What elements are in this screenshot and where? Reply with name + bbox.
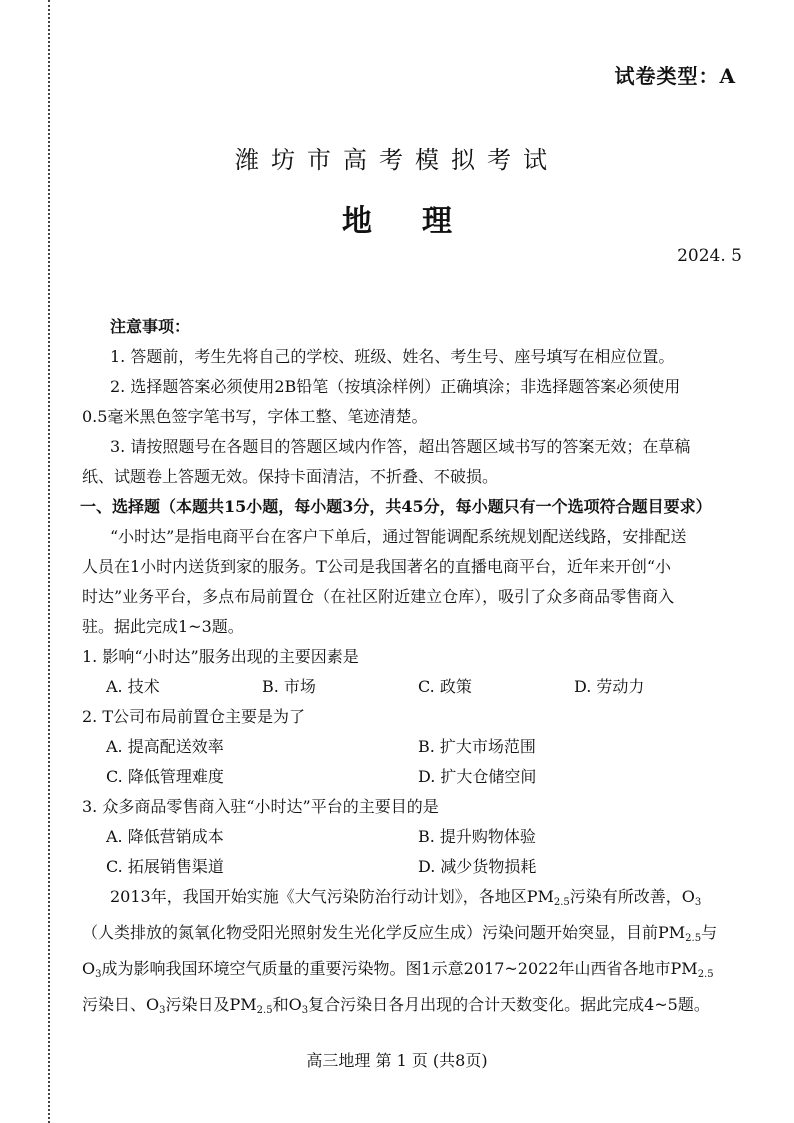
passage-2-text: 与 (701, 923, 718, 942)
question-1-stem: 1. 影响“小时达”服务出现的主要因素是 (82, 647, 359, 666)
subscript-o3: 3 (301, 1005, 309, 1016)
option-c: C. 降低管理难度 (106, 767, 224, 786)
passage-2-text: 和O (272, 995, 302, 1014)
page-footer: 高三地理 第 1 页 (共8页) (306, 1051, 488, 1070)
question-2-stem: 2. T公司布局前置仓主要是为了 (82, 707, 306, 726)
question-3-options-row-1 (82, 822, 772, 852)
question-3-stem: 3. 众多商品零售商入驻“小时达”平台的主要目的是 (82, 797, 439, 816)
notice-item-3-line-2: 纸、试题卷上答题无效。保持卡面清洁，不折叠、不破损。 (82, 467, 499, 486)
question-2-options-row-1 (82, 732, 772, 762)
option-d: D. 减少货物损耗 (418, 857, 537, 876)
passage-2-text: 污染日、O (82, 995, 160, 1014)
option-c: C. 拓展销售渠道 (106, 857, 224, 876)
subscript-o3: 3 (694, 897, 702, 908)
exam-date: 2024. 5 (677, 246, 742, 266)
passage-2-line-3 (82, 954, 772, 990)
passage-2-line-1 (82, 882, 772, 918)
passage-1-line-3: 时达”业务平台，多点布局前置仓（在社区附近建立仓库），吸引了众多商品零售商入 (82, 587, 675, 606)
option-b: B. 市场 (262, 677, 316, 696)
question-2-options-row-2 (82, 762, 772, 792)
question-1-options (82, 672, 772, 702)
passage-2-text: 成为影响我国环境空气质量的重要污染物。图1示意2017~2022年山西省各地市PM (101, 959, 698, 978)
passage-2-text: 污染有所改善，O (569, 887, 695, 906)
passage-2-text: 复合污染日各月出现的合计天数变化。据此完成4~5题。 (308, 995, 710, 1014)
subscript-pm: 2.5 (697, 969, 714, 980)
passage-1-line-1: “小时达”是指电商平台在客户下单后，通过智能调配系统规划配送线路，安排配送 (110, 527, 687, 546)
option-c: C. 政策 (418, 677, 472, 696)
notice-item-2-line-2: 0.5毫米黑色签字笔书写，字体工整、笔迹清楚。 (82, 407, 428, 426)
subscript-pm: 2.5 (553, 897, 570, 908)
option-a: A. 降低营销成本 (106, 827, 224, 846)
passage-2-line-2 (82, 918, 772, 954)
notice-item-1: 1. 答题前，考生先将自己的学校、班级、姓名、考生号、座号填写在相应位置。 (110, 347, 675, 366)
notice-title: 注意事项： (110, 317, 191, 336)
paper-type-label: 试卷类型：A (614, 64, 736, 88)
subject-title: 地理 (342, 204, 502, 239)
section-1-heading: 一、选择题（本题共15小题，每小题3分，共45分，每小题只有一个选项符合题目要求） (80, 497, 712, 516)
subscript-pm: 2.5 (685, 933, 702, 944)
notice-item-3-line-1: 3. 请按照题号在各题目的答题区域内作答，超出答题区域书写的答案无效；在草稿 (110, 437, 691, 456)
option-d: D. 扩大仓储空间 (418, 767, 537, 786)
exam-content (82, 312, 772, 1026)
passage-1-line-2: 人员在1小时内送货到家的服务。T公司是我国著名的直播电商平台，近年来开创“小 (82, 557, 672, 576)
passage-1-line-4: 驻。据此完成1~3题。 (82, 617, 244, 636)
question-3-options-row-2 (82, 852, 772, 882)
passage-2-line-4 (82, 990, 772, 1026)
subscript-pm: 2.5 (256, 1005, 273, 1016)
option-a: A. 技术 (106, 677, 160, 696)
subscript-o3: 3 (95, 969, 102, 980)
passage-2-text: O (82, 959, 96, 978)
passage-2-text: （人类排放的氮氧化物受阳光照射发生光化学反应生成）污染问题开始突显，目前PM (82, 923, 686, 942)
option-b: B. 扩大市场范围 (418, 737, 536, 756)
passage-2-text: 2013年，我国开始实施《大气污染防治行动计划》，各地区PM (110, 887, 554, 906)
option-b: B. 提升购物体验 (418, 827, 536, 846)
option-a: A. 提高配送效率 (106, 737, 224, 756)
exam-title: 潍坊市高考模拟考试 (235, 146, 559, 174)
passage-2-text: 污染日及PM (165, 995, 257, 1014)
option-d: D. 劳动力 (574, 677, 645, 696)
notice-item-2-line-1: 2. 选择题答案必须使用2B铅笔（按填涂样例）正确填涂；非选择题答案必须使用 (110, 377, 681, 396)
subscript-o3: 3 (159, 1005, 166, 1016)
